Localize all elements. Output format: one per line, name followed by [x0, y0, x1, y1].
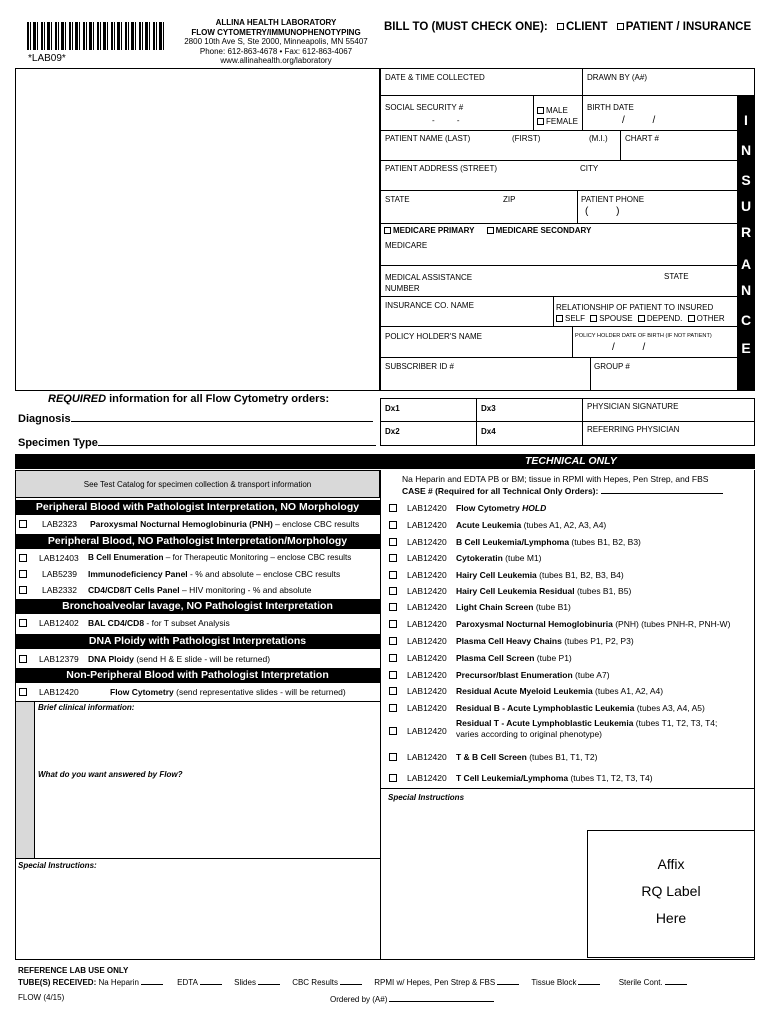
section-pb-no-morph: Peripheral Blood with Pathologist Interpretation, NO Morphology [15, 500, 380, 515]
test-desc: – HIV monitoring - % and absolute [179, 585, 312, 595]
test-code: LAB12420 [407, 553, 447, 563]
test-code: LAB12420 [407, 653, 447, 663]
test-desc: (tubes T1, T2, T3, T4) [568, 773, 653, 783]
policy-holder-name[interactable]: POLICY HOLDER'S NAME [385, 332, 482, 341]
test-desc: (send H & E slide - will be returned) [133, 654, 271, 664]
test-desc: – enclose CBC results [272, 519, 360, 529]
test-desc: - for T subset Analysis [144, 618, 230, 628]
ins-letter: A [740, 256, 752, 272]
required-rest: information for all Flow Cytometry orders: [106, 393, 330, 405]
slides-label: Slides [234, 978, 256, 987]
form-version: FLOW (4/15) [18, 993, 65, 1002]
ssn-field[interactable]: SOCIAL SECURITY # [385, 103, 464, 112]
self-label: SELF [565, 314, 586, 323]
male-option[interactable] [537, 106, 568, 116]
group-number[interactable]: GROUP # [594, 362, 630, 371]
test-desc: (tubes A3, A4, A5) [634, 703, 705, 713]
phone-parens: ( ) [585, 206, 620, 217]
test-desc: (tubes B1, B5) [574, 586, 632, 596]
technical-only-title: TECHNICAL ONLY [525, 455, 617, 467]
patient-name-last[interactable]: PATIENT NAME (LAST) [385, 134, 471, 143]
test-desc: - % and absolute – enclose CBC results [187, 569, 341, 579]
patient-city[interactable]: CITY [580, 164, 599, 173]
test-desc: (tubes B1, T1, T2) [526, 752, 598, 762]
test-code: LAB12420 [407, 570, 447, 580]
male-label: MALE [546, 106, 568, 115]
special-instructions-right[interactable]: Special Instructions [388, 793, 465, 802]
tissue-block-label: Tissue Block [531, 978, 577, 987]
test-code: LAB2323 [42, 519, 77, 529]
medical-assistance-field[interactable] [385, 272, 472, 294]
other-checkbox[interactable] [688, 315, 695, 322]
test-code: LAB12420 [407, 503, 447, 513]
ins-letter: S [741, 172, 751, 188]
test-code: LAB12420 [407, 520, 447, 530]
medicare-secondary-label: MEDICARE SECONDARY [495, 226, 592, 235]
referring-physician[interactable]: REFERRING PHYSICIAN [587, 425, 680, 434]
ssn-dashes: - - [432, 116, 460, 125]
ins-letter: N [740, 282, 752, 298]
birth-date-slashes: / / [622, 115, 656, 126]
test-desc-2: varies according to original phenotype) [456, 729, 603, 739]
test-name: Plasma Cell Heavy Chains [456, 636, 562, 646]
test-code: LAB5239 [42, 569, 77, 579]
test-code: LAB12420 [407, 686, 447, 696]
barcode [27, 22, 167, 50]
test-name: Paroxysmal Nocturnal Hemoglobinuria [456, 619, 613, 629]
test-desc: (tubes P1, P2, P3) [561, 636, 634, 646]
diagnosis-field[interactable] [18, 413, 373, 426]
patient-mi[interactable]: (M.I.) [589, 134, 608, 143]
test-desc: (tube B1) [533, 602, 571, 612]
dx2-field[interactable]: Dx2 [385, 427, 400, 436]
ins-letter: C [740, 312, 752, 328]
dx3-field[interactable]: Dx3 [481, 404, 496, 413]
medical-assistance-label: MEDICAL ASSISTANCE [385, 273, 473, 282]
test-name: B Cell Enumeration [88, 553, 164, 562]
self-checkbox[interactable] [556, 315, 563, 322]
test-name: B Cell Leukemia/Lymphoma [456, 537, 570, 547]
test-code: LAB12420 [407, 752, 447, 762]
test-name: Hairy Cell Leukemia Residual [456, 586, 575, 596]
rq-affix: Affix [657, 856, 685, 872]
drawn-by[interactable]: DRAWN BY (A#) [587, 73, 648, 82]
bill-client-checkbox[interactable] [557, 23, 564, 30]
bill-patient-label: PATIENT / INSURANCE [625, 21, 752, 33]
test-desc: (tubes T1, T2, T3, T4; [633, 718, 718, 728]
subscriber-id[interactable]: SUBSCRIBER ID # [385, 362, 454, 371]
dx4-field[interactable]: Dx4 [481, 427, 496, 436]
test-name: T & B Cell Screen [456, 752, 527, 762]
ordered-by-label: Ordered by (A#) [330, 995, 388, 1004]
tech-note: Na Heparin and EDTA PB or BM; tissue in RPMI with Hepes, Pen Strep, and FBS [402, 474, 709, 484]
specimen-label: Specimen Type [18, 437, 98, 449]
edta-blank[interactable] [200, 976, 222, 985]
specimen-type-field[interactable] [18, 437, 376, 450]
na-heparin-blank[interactable] [141, 976, 163, 985]
medical-assistance-number-label: NUMBER [385, 284, 420, 293]
test-desc: (tube P1) [534, 653, 572, 663]
test-name: Flow Cytometry [456, 503, 523, 513]
barcode-label: *LAB09* [28, 53, 66, 64]
slides-blank[interactable] [258, 976, 280, 985]
test-code: LAB12420 [407, 586, 447, 596]
sterile-cont-label: Sterile Cont. [618, 978, 663, 987]
spouse-label: SPOUSE [599, 314, 633, 323]
case-number-label: CASE # (Required for all Technical Only Orders): [402, 486, 599, 496]
test-name: CD4/CD8/T Cells Panel [88, 585, 180, 595]
required-title [48, 393, 329, 406]
test-name: Cytokeratin [456, 553, 503, 563]
chart-number[interactable]: CHART # [625, 134, 659, 143]
na-heparin-label: Na Heparin [98, 978, 139, 987]
bill-patient-checkbox[interactable] [617, 23, 624, 30]
section-pb-no-path: Peripheral Blood, NO Pathologist Interpretation/Morphology [15, 534, 380, 549]
what-answered-by-flow[interactable]: What do you want answered by Flow? [38, 770, 183, 779]
test-code: LAB12402 [39, 618, 79, 628]
birth-date-field[interactable]: BIRTH DATE [587, 103, 634, 112]
lab-address: 2800 10th Ave S, Ste 2000, Minneapolis, MN 55407 [184, 37, 368, 46]
test-name: Precursor/blast Enumeration [456, 670, 573, 680]
tissue-blank[interactable] [578, 976, 600, 985]
patient-zip[interactable]: ZIP [503, 195, 516, 204]
lab-web: www.allinahealth.org/laboratory [220, 56, 332, 65]
special-instructions-left[interactable]: Special Instructions: [18, 861, 97, 870]
bill-to-row [384, 20, 751, 34]
ins-letter: I [744, 112, 748, 128]
bill-client-label: CLIENT [565, 21, 608, 33]
ma-state-field[interactable]: STATE [664, 272, 689, 281]
dx-grid [380, 398, 755, 446]
test-name: Light Chain Screen [456, 602, 534, 612]
test-desc: (tube M1) [502, 553, 542, 563]
section-dna-ploidy: DNA Ploidy with Pathologist Interpretations [15, 634, 380, 649]
diagnosis-label: Diagnosis [18, 413, 71, 425]
cbc-results-label: CBC Results [292, 978, 338, 987]
test-desc: (tubes B1, B2, B3, B4) [536, 570, 624, 580]
test-hold: HOLD [522, 503, 547, 513]
test-name: Residual T - Acute Lymphoblastic Leukemia [456, 718, 634, 728]
sterile-blank[interactable] [665, 976, 687, 985]
medicare-field[interactable]: MEDICARE [385, 241, 428, 250]
female-label: FEMALE [546, 117, 579, 126]
medicare-primary-label: MEDICARE PRIMARY [393, 226, 475, 235]
test-desc: (tubes A1, A2, A3, A4) [521, 520, 607, 530]
test-desc: (tube A7) [572, 670, 610, 680]
test-name: Plasma Cell Screen [456, 653, 535, 663]
dx1-field[interactable]: Dx1 [385, 404, 400, 413]
patient-name-first[interactable]: (FIRST) [512, 134, 541, 143]
holder-dob-slashes: / / [612, 342, 646, 353]
bill-to-label: BILL TO (MUST CHECK ONE): [384, 21, 548, 33]
rq-here: Here [655, 910, 687, 926]
lab-dept: FLOW CYTOMETRY/IMMUNOPHENOTYPING [191, 27, 361, 37]
lab-header [176, 18, 376, 66]
ins-letter: R [740, 224, 752, 240]
test-name: Immunodeficiency Panel [88, 569, 188, 579]
rpmi-blank[interactable] [497, 976, 519, 985]
test-name: Acute Leukemia [456, 520, 522, 530]
ins-letter: N [740, 142, 752, 158]
test-code: LAB12420 [407, 537, 447, 547]
female-checkbox[interactable] [537, 118, 544, 125]
lower-outer-frame [15, 470, 755, 960]
rq-label-text: RQ Label [641, 883, 701, 899]
test-code: LAB12420 [407, 619, 447, 629]
test-code: LAB12420 [407, 726, 447, 736]
ins-letter: E [741, 340, 751, 356]
test-desc: – for Therapeutic Monitoring – enclose CBC results [163, 553, 352, 562]
rpmi-label: RPMI w/ Hepes, Pen Strep & FBS [374, 978, 496, 987]
tubes-received-label: TUBE(S) RECEIVED: [18, 978, 97, 987]
test-code: LAB12420 [407, 773, 447, 783]
test-name: DNA Ploidy [88, 654, 134, 664]
patient-phone[interactable]: PATIENT PHONE [581, 195, 645, 204]
test-name: Paroxysmal Nocturnal Hemoglobinuria (PNH) [90, 519, 273, 529]
depend-label: DEPEND. [646, 314, 683, 323]
test-desc: (tubes A1, A2, A4) [592, 686, 664, 696]
female-option[interactable] [537, 117, 578, 127]
required-em: REQUIRED [48, 393, 107, 405]
patient-state[interactable]: STATE [385, 195, 410, 204]
test-code: LAB12420 [407, 602, 447, 612]
patient-address[interactable]: PATIENT ADDRESS (STREET) [385, 164, 498, 173]
test-name: Hairy Cell Leukemia [456, 570, 537, 580]
label-area-box[interactable] [15, 68, 380, 391]
medicare-secondary-checkbox[interactable] [487, 227, 494, 234]
test-name: Residual Acute Myeloid Leukemia [456, 686, 593, 696]
medicare-options [384, 226, 591, 236]
test-code: LAB12379 [39, 654, 79, 664]
test-desc: (tubes B1, B2, B3) [569, 537, 641, 547]
medicare-primary-checkbox[interactable] [384, 227, 391, 234]
cbc-blank[interactable] [340, 976, 362, 985]
policy-holder-dob[interactable]: POLICY HOLDER DATE OF BIRTH (IF NOT PATIENT) [575, 333, 712, 339]
test-name: BAL CD4/CD8 [88, 618, 145, 628]
depend-checkbox[interactable] [638, 315, 645, 322]
other-label: OTHER [696, 314, 725, 323]
brief-clinical-info[interactable]: Brief clinical information: [38, 703, 135, 712]
test-code: LAB12420 [407, 670, 447, 680]
lab-phone: Phone: 612-863-4678 • Fax: 612-863-4067 [199, 46, 353, 56]
physician-signature[interactable]: PHYSICIAN SIGNATURE [587, 402, 679, 411]
technical-only-bar [15, 454, 755, 469]
test-name: Flow Cytometry [110, 687, 174, 697]
test-desc: (send representative slides - will be returned) [173, 687, 346, 697]
lab-name: ALLINA HEALTH LABORATORY [215, 18, 337, 27]
test-code: LAB12403 [39, 553, 79, 563]
ordered-by-field[interactable] [330, 993, 494, 1005]
insurance-co-name[interactable]: INSURANCE CO. NAME [385, 301, 474, 310]
section-bal: Bronchoalveolar lavage, NO Pathologist Interpretation [15, 599, 380, 614]
test-name: Residual B - Acute Lymphoblastic Leukemia [456, 703, 635, 713]
test-code: LAB12420 [39, 687, 79, 697]
see-catalog-box: See Test Catalog for specimen collection & transport information [15, 470, 380, 498]
date-time-collected[interactable]: DATE & TIME COLLECTED [385, 73, 485, 82]
test-desc: (PNH) (tubes PNH-R, PNH-W) [612, 619, 731, 629]
edta-label: EDTA [177, 978, 198, 987]
male-checkbox[interactable] [537, 107, 544, 114]
ins-letter: U [740, 198, 752, 214]
section-non-pb: Non-Peripheral Blood with Pathologist Interpretation [15, 668, 380, 683]
relationship-label: RELATIONSHIP OF PATIENT TO INSURED [556, 303, 714, 312]
spouse-checkbox[interactable] [590, 315, 597, 322]
test-code: LAB12420 [407, 703, 447, 713]
test-code: LAB12420 [407, 636, 447, 646]
ref-lab-use: REFERENCE LAB USE ONLY [18, 966, 129, 975]
relationship-options [556, 314, 725, 324]
tubes-received-row [18, 976, 687, 988]
test-code: LAB2332 [42, 585, 77, 595]
test-name: T Cell Leukemia/Lymphoma [456, 773, 569, 783]
